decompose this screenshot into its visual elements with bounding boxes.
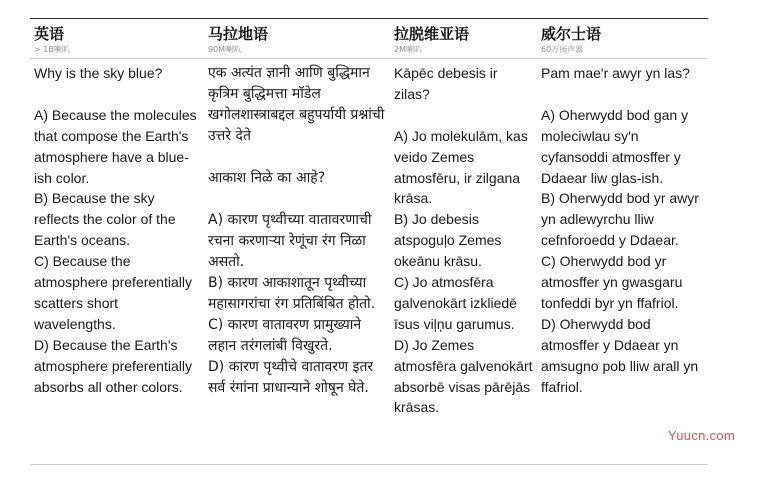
question-text: Why is the sky blue? <box>34 65 163 81</box>
answer-b: B) Jo debesis atspoguļo Zemes okeānu krāsu. <box>394 211 502 270</box>
column-header-latvian <box>394 19 534 55</box>
cell-latvian <box>394 63 534 418</box>
column-header-english <box>34 19 200 55</box>
answer-a: A) कारण पृथ्वीच्या वातावरणाची रचना करणाऱ्या रेणूंचा रंग निळा असतो. <box>208 211 372 270</box>
language-name: 拉脱维亚语 <box>394 25 470 43</box>
language-name: 威尔士语 <box>541 25 602 43</box>
speaker-count: > 1B喇叭 <box>34 45 70 54</box>
answer-c: C) Because the atmosphere preferentially scatters short wavelengths. <box>34 253 192 332</box>
answer-d: D) Because the Earth's atmosphere preferentially absorbs all other colors. <box>34 336 192 395</box>
answer-c: C) Jo atmosfēra galvenokārt izkliedē īsus viļņu garumus. <box>394 274 517 332</box>
question-text: Kāpēc debesis ir zilas? <box>394 65 498 102</box>
cell-welsh <box>541 63 701 397</box>
answer-a: A) Because the molecules that compose the Earth's atmosphere have a blue-ish color. <box>34 106 197 186</box>
column-header-welsh <box>541 19 701 55</box>
answer-c: C) Oherwydd bod yr atmosffer yn gwasgaru tonfeddi byr yn ffafriol. <box>541 253 683 311</box>
question-text-secondary: आकाश निळे का आहे? <box>208 169 326 186</box>
column-header-marathi <box>208 19 386 55</box>
speaker-count: 2M喇叭 <box>394 45 422 54</box>
language-name: 马拉地语 <box>208 25 269 43</box>
answer-b: B) Oherwydd bod yr awyr yn adlewyrchu lliw cefnforoedd y Ddaear. <box>541 190 699 249</box>
answer-d: D) Jo Zemes atmosfēra galvenokārt absorbē visas pārējās krāsas. <box>394 336 533 416</box>
answer-a: A) Oherwydd bod gan y moleciwlau sy'n cyfansoddi atmosffer y Ddaear liw glas-ish. <box>541 106 689 186</box>
answer-a: A) Jo molekulām, kas veido Zemes atmosfēru, ir zilgana krāsa. <box>394 127 528 207</box>
speaker-count: 90M喇叭 <box>208 45 242 54</box>
answer-b: B) Because the sky reflects the color of the Earth's oceans. <box>34 190 176 249</box>
watermark-text: Yuucn.com <box>668 428 736 443</box>
answer-d: D) कारण पृथ्वीचे वातावरण इतर सर्व रंगांना प्राधान्याने शोषून घेते. <box>208 358 374 396</box>
language-name: 英语 <box>34 25 65 43</box>
question-text: Pam mae'r awyr yn las? <box>541 65 690 81</box>
cell-marathi <box>208 63 386 399</box>
table-header-row <box>30 19 708 59</box>
speaker-count: 60万扬声器 <box>541 45 584 54</box>
answer-c: C) कारण वातावरण प्रामुख्याने लहान तरंगलांबी विखुरते. <box>208 316 362 354</box>
question-text: एक अत्यंत ज्ञानी आणि बुद्धिमान कृत्रिम बुद्धिमत्ता मॉडेल खगोलशास्त्राबद्दल बहुपर्यायी प्रश्नांची उत्तरे देते <box>208 65 385 144</box>
answer-b: B) कारण आकाशातून पृथ्वीच्या महासागरांचा रंग प्रतिबिंबित होतो. <box>208 274 376 312</box>
cell-english <box>34 63 200 397</box>
answer-d: D) Oherwydd bod atmosffer y Ddaear yn amsugno pob lliw arall yn ffafriol. <box>541 315 699 395</box>
language-comparison-table <box>30 18 708 465</box>
